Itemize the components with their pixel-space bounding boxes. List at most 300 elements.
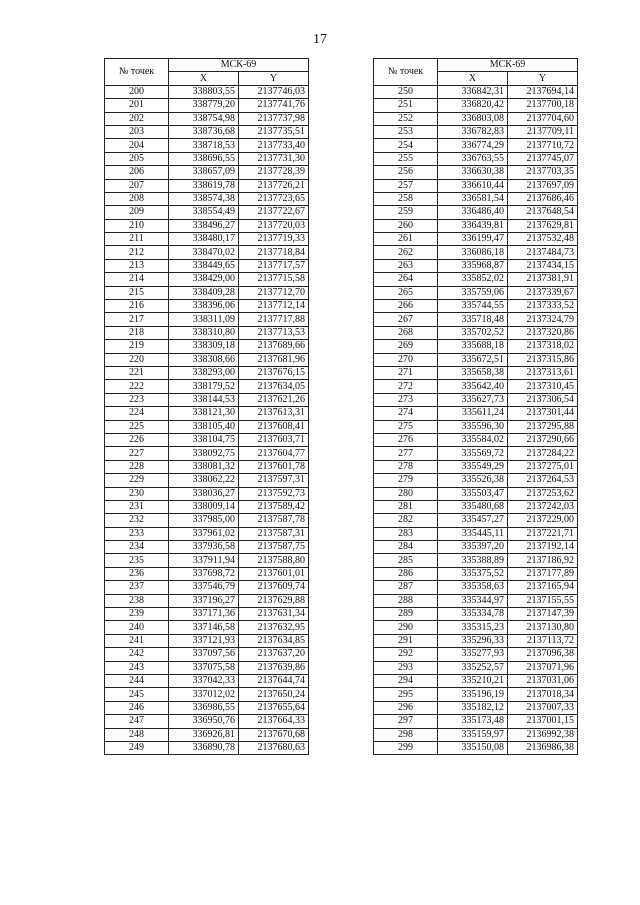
x-coordinate-cell: 338104,75 (169, 433, 239, 446)
table-row (374, 474, 578, 487)
table-row (105, 621, 309, 634)
point-number-cell: 258 (374, 192, 438, 205)
y-coordinate-cell: 2137676,15 (239, 366, 309, 379)
x-coordinate-cell: 336986,55 (169, 701, 239, 714)
y-coordinate-cell: 2136986,38 (508, 741, 578, 754)
coordinates-table-left (104, 58, 309, 755)
point-number-cell: 209 (105, 206, 169, 219)
x-coordinate-cell: 335503,47 (438, 487, 508, 500)
point-number-cell: 284 (374, 541, 438, 554)
x-coordinate-cell: 335375,52 (438, 567, 508, 580)
table-row (105, 581, 309, 594)
point-number-cell: 270 (374, 353, 438, 366)
y-coordinate-cell: 2137741,76 (239, 99, 309, 112)
x-coordinate-cell: 335688,18 (438, 340, 508, 353)
table-row (105, 554, 309, 567)
point-number-cell: 280 (374, 487, 438, 500)
point-number-cell: 231 (105, 500, 169, 513)
y-coordinate-cell: 2137242,03 (508, 500, 578, 513)
y-coordinate-cell: 2137608,41 (239, 420, 309, 433)
x-coordinate-cell: 336610,44 (438, 179, 508, 192)
point-number-cell: 219 (105, 340, 169, 353)
point-number-cell: 269 (374, 340, 438, 353)
x-coordinate-cell: 335569,72 (438, 447, 508, 460)
x-coordinate-cell: 338409,28 (169, 286, 239, 299)
x-coordinate-cell: 337012,02 (169, 688, 239, 701)
table-row (374, 300, 578, 313)
x-coordinate-cell: 335334,78 (438, 608, 508, 621)
table-row (374, 407, 578, 420)
y-coordinate-cell: 2137726,21 (239, 179, 309, 192)
y-coordinate-cell: 2137603,71 (239, 433, 309, 446)
point-number-cell: 272 (374, 380, 438, 393)
y-coordinate-cell: 2137686,46 (508, 192, 578, 205)
point-number-cell: 293 (374, 661, 438, 674)
table-row (105, 728, 309, 741)
point-number-cell: 271 (374, 366, 438, 379)
y-coordinate-cell: 2137712,70 (239, 286, 309, 299)
x-coordinate-cell: 337698,72 (169, 567, 239, 580)
table-row (105, 661, 309, 674)
y-coordinate-cell: 2137644,74 (239, 674, 309, 687)
table-row (374, 380, 578, 393)
x-coordinate-cell: 338396,06 (169, 300, 239, 313)
table-row (105, 500, 309, 513)
y-coordinate-cell: 2137737,98 (239, 112, 309, 125)
x-coordinate-cell: 336439,81 (438, 219, 508, 232)
table-row (374, 353, 578, 366)
y-coordinate-cell: 2137320,86 (508, 326, 578, 339)
point-number-cell: 298 (374, 728, 438, 741)
coordinates-table-right (373, 58, 578, 755)
point-number-cell: 249 (105, 741, 169, 754)
y-coordinate-cell: 2137592,73 (239, 487, 309, 500)
y-coordinate-cell: 2137650,24 (239, 688, 309, 701)
y-coordinate-cell: 2137587,31 (239, 527, 309, 540)
table-row (374, 259, 578, 272)
table-row (105, 112, 309, 125)
table-row (105, 608, 309, 621)
y-coordinate-cell: 2137310,45 (508, 380, 578, 393)
table-row (374, 179, 578, 192)
point-number-cell: 228 (105, 460, 169, 473)
table-row (105, 259, 309, 272)
point-number-cell: 218 (105, 326, 169, 339)
x-coordinate-cell: 335159,97 (438, 728, 508, 741)
x-coordinate-cell: 335526,38 (438, 474, 508, 487)
coordinate-system-header: МСК-69 (169, 59, 309, 72)
table-row (374, 192, 578, 205)
table-row (105, 99, 309, 112)
x-coordinate-cell: 338496,27 (169, 219, 239, 232)
y-coordinate-cell: 2137192,14 (508, 541, 578, 554)
x-coordinate-cell: 337146,58 (169, 621, 239, 634)
point-number-cell: 200 (105, 85, 169, 98)
point-number-cell: 234 (105, 541, 169, 554)
x-coordinate-cell: 338429,00 (169, 273, 239, 286)
y-coordinate-cell: 2137639,86 (239, 661, 309, 674)
x-coordinate-cell: 338754,98 (169, 112, 239, 125)
x-coordinate-cell: 335658,38 (438, 366, 508, 379)
y-coordinate-cell: 2137655,64 (239, 701, 309, 714)
y-coordinate-cell: 2137315,86 (508, 353, 578, 366)
y-coordinate-cell: 2137229,00 (508, 514, 578, 527)
x-coordinate-cell: 336763,55 (438, 152, 508, 165)
point-number-cell: 205 (105, 152, 169, 165)
point-number-cell: 220 (105, 353, 169, 366)
point-number-cell: 261 (374, 233, 438, 246)
y-coordinate-cell: 2137680,63 (239, 741, 309, 754)
point-number-cell: 282 (374, 514, 438, 527)
x-coordinate-cell: 335672,51 (438, 353, 508, 366)
x-coordinate-cell: 337961,02 (169, 527, 239, 540)
y-coordinate-cell: 2137001,15 (508, 715, 578, 728)
y-coordinate-cell: 2137629,81 (508, 219, 578, 232)
y-coordinate-cell: 2137609,74 (239, 581, 309, 594)
point-number-cell: 255 (374, 152, 438, 165)
point-number-cell: 211 (105, 233, 169, 246)
table-row (105, 567, 309, 580)
y-header: Y (239, 72, 309, 85)
x-coordinate-cell: 338449,65 (169, 259, 239, 272)
point-number-cell: 248 (105, 728, 169, 741)
point-number-cell: 206 (105, 166, 169, 179)
x-coordinate-cell: 336086,18 (438, 246, 508, 259)
point-number-cell: 238 (105, 594, 169, 607)
x-coordinate-cell: 335252,57 (438, 661, 508, 674)
point-number-cell: 287 (374, 581, 438, 594)
point-number-cell: 274 (374, 407, 438, 420)
x-coordinate-cell: 337985,00 (169, 514, 239, 527)
y-coordinate-cell: 2137621,26 (239, 393, 309, 406)
table-body (105, 85, 309, 755)
point-number-cell: 240 (105, 621, 169, 634)
y-coordinate-cell: 2137381,91 (508, 273, 578, 286)
table-row (374, 99, 578, 112)
table-row (374, 701, 578, 714)
table-row (105, 433, 309, 446)
table-row (105, 380, 309, 393)
x-coordinate-cell: 335549,29 (438, 460, 508, 473)
table-row (374, 433, 578, 446)
y-coordinate-cell: 2137264,53 (508, 474, 578, 487)
x-coordinate-cell: 335480,68 (438, 500, 508, 513)
y-coordinate-cell: 2137589,42 (239, 500, 309, 513)
table-row (374, 447, 578, 460)
y-coordinate-cell: 2137306,54 (508, 393, 578, 406)
table-row (105, 634, 309, 647)
table-row (374, 460, 578, 473)
y-coordinate-cell: 2137697,09 (508, 179, 578, 192)
point-number-cell: 216 (105, 300, 169, 313)
table-row (374, 541, 578, 554)
point-number-cell: 259 (374, 206, 438, 219)
point-number-cell: 257 (374, 179, 438, 192)
x-coordinate-cell: 336774,29 (438, 139, 508, 152)
x-coordinate-cell: 338736,68 (169, 125, 239, 138)
point-number-cell: 276 (374, 433, 438, 446)
point-number-cell: 256 (374, 166, 438, 179)
y-coordinate-cell: 2137703,35 (508, 166, 578, 179)
x-coordinate-cell: 338718,53 (169, 139, 239, 152)
y-coordinate-cell: 2137290,66 (508, 433, 578, 446)
table-row (105, 139, 309, 152)
point-number-cell: 295 (374, 688, 438, 701)
point-number-cell: 243 (105, 661, 169, 674)
point-number-cell: 278 (374, 460, 438, 473)
point-number-cell: 286 (374, 567, 438, 580)
point-number-cell: 202 (105, 112, 169, 125)
x-coordinate-cell: 338480,17 (169, 233, 239, 246)
y-coordinate-cell: 2137130,80 (508, 621, 578, 634)
point-number-cell: 214 (105, 273, 169, 286)
y-coordinate-cell: 2137710,72 (508, 139, 578, 152)
y-coordinate-cell: 2137587,75 (239, 541, 309, 554)
y-coordinate-cell: 2137613,31 (239, 407, 309, 420)
point-number-cell: 253 (374, 125, 438, 138)
x-coordinate-cell: 337171,36 (169, 608, 239, 621)
x-coordinate-cell: 337196,27 (169, 594, 239, 607)
table-row (105, 594, 309, 607)
y-coordinate-cell: 2137301,44 (508, 407, 578, 420)
point-number-cell: 247 (105, 715, 169, 728)
x-coordinate-cell: 338554,49 (169, 206, 239, 219)
point-number-cell: 283 (374, 527, 438, 540)
table-row (374, 219, 578, 232)
table-row (105, 286, 309, 299)
y-coordinate-cell: 2137434,15 (508, 259, 578, 272)
table-row (105, 192, 309, 205)
table-row (105, 340, 309, 353)
table-row (374, 233, 578, 246)
y-coordinate-cell: 2137295,88 (508, 420, 578, 433)
y-coordinate-cell: 2137324,79 (508, 313, 578, 326)
x-coordinate-cell: 335852,02 (438, 273, 508, 286)
y-coordinate-cell: 2137601,78 (239, 460, 309, 473)
table-row (105, 715, 309, 728)
y-coordinate-cell: 2137681,96 (239, 353, 309, 366)
x-coordinate-cell: 336630,38 (438, 166, 508, 179)
x-coordinate-cell: 335210,21 (438, 674, 508, 687)
x-coordinate-cell: 335611,24 (438, 407, 508, 420)
y-coordinate-cell: 2137155,55 (508, 594, 578, 607)
table-row (374, 728, 578, 741)
table-row (105, 166, 309, 179)
y-coordinate-cell: 2137746,03 (239, 85, 309, 98)
point-number-cell: 227 (105, 447, 169, 460)
y-coordinate-cell: 2137221,71 (508, 527, 578, 540)
y-coordinate-cell: 2137715,58 (239, 273, 309, 286)
table-row (374, 326, 578, 339)
table-row (374, 715, 578, 728)
point-number-cell: 260 (374, 219, 438, 232)
x-coordinate-cell: 335173,48 (438, 715, 508, 728)
table-row (105, 125, 309, 138)
point-number-cell: 292 (374, 648, 438, 661)
table-row (374, 527, 578, 540)
point-number-cell: 244 (105, 674, 169, 687)
point-number-header: № точек (105, 59, 169, 86)
table-row (374, 581, 578, 594)
table-row (105, 514, 309, 527)
x-coordinate-cell: 335968,87 (438, 259, 508, 272)
x-coordinate-cell: 335196,19 (438, 688, 508, 701)
table-row (374, 273, 578, 286)
table-row (105, 85, 309, 98)
y-coordinate-cell: 2137532,48 (508, 233, 578, 246)
y-coordinate-cell: 2137719,33 (239, 233, 309, 246)
point-number-cell: 265 (374, 286, 438, 299)
table-row (374, 420, 578, 433)
point-number-cell: 201 (105, 99, 169, 112)
point-number-cell: 299 (374, 741, 438, 754)
x-coordinate-cell: 335296,33 (438, 634, 508, 647)
x-coordinate-cell: 336581,54 (438, 192, 508, 205)
table-row (105, 313, 309, 326)
y-coordinate-cell: 2137186,92 (508, 554, 578, 567)
y-coordinate-cell: 2137634,05 (239, 380, 309, 393)
x-coordinate-cell: 338803,55 (169, 85, 239, 98)
y-coordinate-cell: 2137733,40 (239, 139, 309, 152)
x-coordinate-cell: 337042,33 (169, 674, 239, 687)
x-coordinate-cell: 338310,80 (169, 326, 239, 339)
table-row (374, 554, 578, 567)
table-row (105, 366, 309, 379)
table-row (374, 246, 578, 259)
y-coordinate-cell: 2137731,30 (239, 152, 309, 165)
point-number-header: № точек (374, 59, 438, 86)
point-number-cell: 297 (374, 715, 438, 728)
page-number: 17 (313, 32, 327, 47)
x-header: X (438, 72, 508, 85)
x-coordinate-cell: 335344,97 (438, 594, 508, 607)
table-row (374, 313, 578, 326)
x-coordinate-cell: 338062,22 (169, 474, 239, 487)
point-number-cell: 239 (105, 608, 169, 621)
x-coordinate-cell: 335388,89 (438, 554, 508, 567)
point-number-cell: 263 (374, 259, 438, 272)
x-coordinate-cell: 338309,18 (169, 340, 239, 353)
x-coordinate-cell: 338619,78 (169, 179, 239, 192)
table-row (105, 648, 309, 661)
y-coordinate-cell: 2137718,84 (239, 246, 309, 259)
point-number-cell: 285 (374, 554, 438, 567)
y-header: Y (508, 72, 578, 85)
y-coordinate-cell: 2137007,33 (508, 701, 578, 714)
x-coordinate-cell: 335445,11 (438, 527, 508, 540)
y-coordinate-cell: 2137031,06 (508, 674, 578, 687)
point-number-cell: 250 (374, 85, 438, 98)
y-coordinate-cell: 2137318,02 (508, 340, 578, 353)
x-coordinate-cell: 338657,09 (169, 166, 239, 179)
point-number-cell: 252 (374, 112, 438, 125)
table-row (374, 393, 578, 406)
y-coordinate-cell: 2137588,80 (239, 554, 309, 567)
x-coordinate-cell: 335397,20 (438, 541, 508, 554)
table-row (374, 674, 578, 687)
y-coordinate-cell: 2137601,01 (239, 567, 309, 580)
y-coordinate-cell: 2137634,85 (239, 634, 309, 647)
x-coordinate-cell: 336803,08 (438, 112, 508, 125)
table-row (374, 567, 578, 580)
x-coordinate-cell: 336890,78 (169, 741, 239, 754)
table-row (105, 474, 309, 487)
y-coordinate-cell: 2137177,89 (508, 567, 578, 580)
point-number-cell: 290 (374, 621, 438, 634)
y-coordinate-cell: 2137629,88 (239, 594, 309, 607)
y-coordinate-cell: 2137694,14 (508, 85, 578, 98)
point-number-cell: 207 (105, 179, 169, 192)
x-coordinate-cell: 338144,53 (169, 393, 239, 406)
y-coordinate-cell: 2137253,62 (508, 487, 578, 500)
x-coordinate-cell: 338470,02 (169, 246, 239, 259)
table-row (374, 366, 578, 379)
table-row (374, 608, 578, 621)
point-number-cell: 281 (374, 500, 438, 513)
point-number-cell: 236 (105, 567, 169, 580)
table-row (374, 166, 578, 179)
table-body (374, 85, 578, 755)
table-row (374, 500, 578, 513)
x-coordinate-cell: 338574,38 (169, 192, 239, 205)
point-number-cell: 229 (105, 474, 169, 487)
x-coordinate-cell: 337075,58 (169, 661, 239, 674)
y-coordinate-cell: 2137597,31 (239, 474, 309, 487)
point-number-cell: 289 (374, 608, 438, 621)
y-coordinate-cell: 2137339,67 (508, 286, 578, 299)
point-number-cell: 210 (105, 219, 169, 232)
y-coordinate-cell: 2137147,39 (508, 608, 578, 621)
x-coordinate-cell: 338179,52 (169, 380, 239, 393)
y-coordinate-cell: 2137604,77 (239, 447, 309, 460)
x-coordinate-cell: 336926,81 (169, 728, 239, 741)
x-coordinate-cell: 338293,00 (169, 366, 239, 379)
point-number-cell: 225 (105, 420, 169, 433)
point-number-cell: 215 (105, 286, 169, 299)
x-coordinate-cell: 338308,66 (169, 353, 239, 366)
point-number-cell: 230 (105, 487, 169, 500)
y-coordinate-cell: 2137313,61 (508, 366, 578, 379)
table-row (105, 487, 309, 500)
point-number-cell: 235 (105, 554, 169, 567)
point-number-cell: 241 (105, 634, 169, 647)
x-coordinate-cell: 335457,27 (438, 514, 508, 527)
table-row (374, 286, 578, 299)
x-coordinate-cell: 335718,48 (438, 313, 508, 326)
x-coordinate-cell: 336199,47 (438, 233, 508, 246)
table-row (374, 139, 578, 152)
x-coordinate-cell: 335315,23 (438, 621, 508, 634)
point-number-cell: 268 (374, 326, 438, 339)
table-row (105, 326, 309, 339)
y-coordinate-cell: 2137632,95 (239, 621, 309, 634)
table-row (374, 340, 578, 353)
table-row (105, 420, 309, 433)
y-coordinate-cell: 2137720,03 (239, 219, 309, 232)
table-row (105, 206, 309, 219)
table-row (105, 701, 309, 714)
x-coordinate-cell: 335627,73 (438, 393, 508, 406)
x-coordinate-cell: 337546,79 (169, 581, 239, 594)
table-row (105, 353, 309, 366)
table-row (105, 527, 309, 540)
x-coordinate-cell: 338105,40 (169, 420, 239, 433)
x-coordinate-cell: 335596,30 (438, 420, 508, 433)
point-number-cell: 294 (374, 674, 438, 687)
table-row (105, 541, 309, 554)
table-row (105, 460, 309, 473)
x-coordinate-cell: 338036,27 (169, 487, 239, 500)
